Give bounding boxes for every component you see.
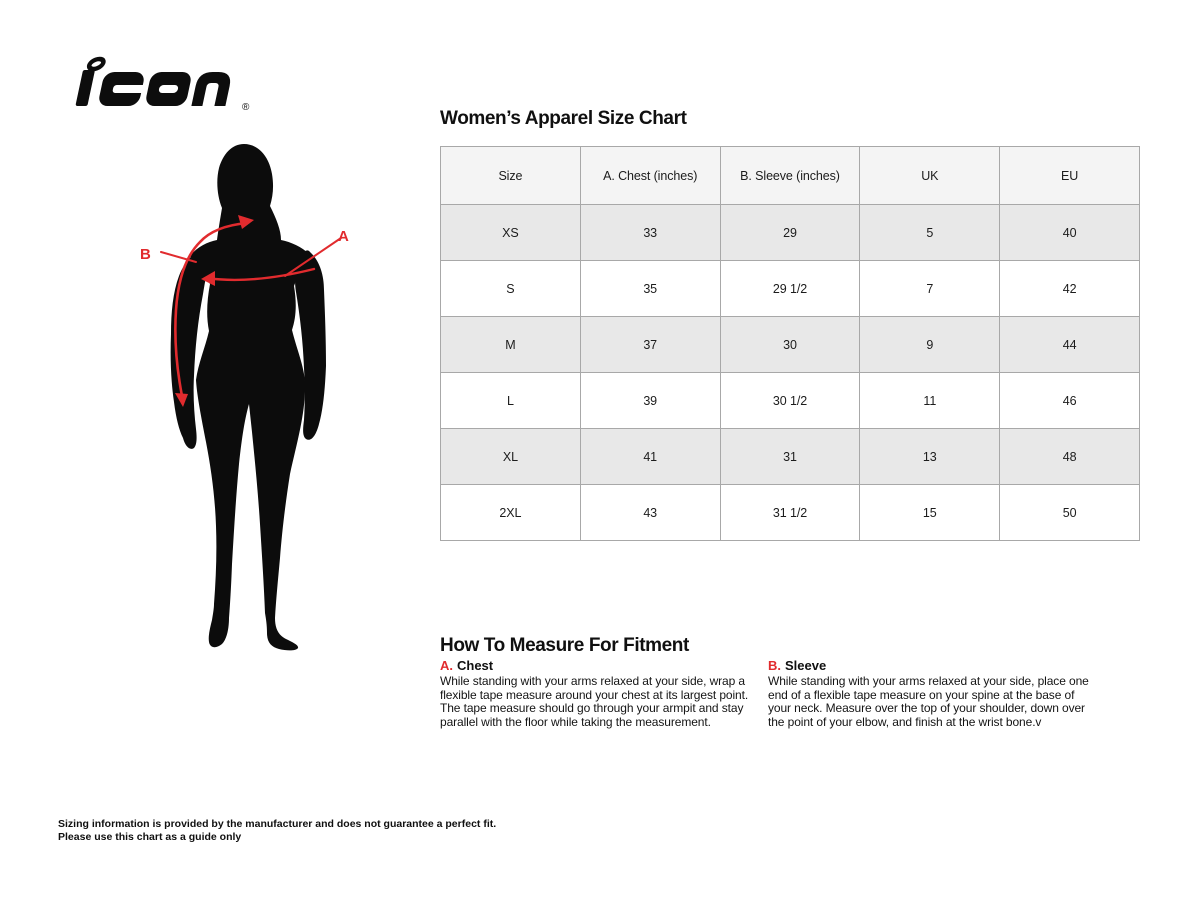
size-cell: 41	[580, 429, 720, 485]
size-cell: M	[441, 317, 581, 373]
table-row	[441, 373, 1140, 429]
size-cell: 39	[580, 373, 720, 429]
sleeve-section-label	[768, 659, 1096, 673]
size-cell: 15	[860, 485, 1000, 541]
size-cell: 9	[860, 317, 1000, 373]
disclaimer-line-2: Please use this chart as a guide only	[58, 831, 242, 843]
header-row	[441, 147, 1140, 205]
size-cell: 43	[580, 485, 720, 541]
measure-guide-title: How To Measure For Fitment	[440, 635, 689, 656]
label-a: A	[338, 228, 349, 245]
registered-mark: ®	[242, 102, 250, 113]
size-cell: 30 1/2	[720, 373, 860, 429]
table-row	[441, 429, 1140, 485]
size-table-header	[441, 147, 1140, 205]
size-cell: 5	[860, 205, 1000, 261]
size-cell: XL	[441, 429, 581, 485]
chest-section-key: A.	[440, 658, 453, 673]
size-cell: 31 1/2	[720, 485, 860, 541]
size-cell: 2XL	[441, 485, 581, 541]
column-header: A. Chest (inches)	[580, 147, 720, 205]
size-cell: 31	[720, 429, 860, 485]
size-cell: 50	[1000, 485, 1140, 541]
disclaimer-line-1: Sizing information is provided by the manufacturer and does not guarantee a perfect fit.	[58, 818, 497, 830]
size-cell: XS	[441, 205, 581, 261]
size-chart-table	[440, 146, 1140, 541]
size-cell: 46	[1000, 373, 1140, 429]
column-header: Size	[441, 147, 581, 205]
size-cell: 44	[1000, 317, 1140, 373]
chest-section-label	[440, 659, 752, 673]
size-cell: 29	[720, 205, 860, 261]
logo-i-dot	[88, 57, 104, 71]
size-cell: L	[441, 373, 581, 429]
size-cell: 48	[1000, 429, 1140, 485]
table-row	[441, 205, 1140, 261]
icon-brand-logo	[56, 56, 256, 114]
column-header: B. Sleeve (inches)	[720, 147, 860, 205]
sleeve-section-name: Sleeve	[785, 658, 827, 673]
size-cell: 13	[860, 429, 1000, 485]
size-cell: 7	[860, 261, 1000, 317]
disclaimer	[58, 818, 496, 844]
table-row	[441, 317, 1140, 373]
column-header: EU	[1000, 147, 1140, 205]
size-cell: 33	[580, 205, 720, 261]
chest-instructions-text: While standing with your arms relaxed at your side, wrap a flexible tape measure around your chest at its largest point. The tape measure should go through your armpit and stay parallel with the floor while taking the measurement.	[440, 674, 749, 729]
table-row	[441, 485, 1140, 541]
logo-letter-i	[75, 70, 95, 106]
size-cell: 30	[720, 317, 860, 373]
size-cell: S	[441, 261, 581, 317]
logo-letter-n	[191, 72, 232, 106]
size-cell: 11	[860, 373, 1000, 429]
sleeve-section-key: B.	[768, 658, 781, 673]
chest-section-name: Chest	[457, 658, 494, 673]
size-cell: 37	[580, 317, 720, 373]
size-table-body	[441, 205, 1140, 541]
size-chart-title: Women’s Apparel Size Chart	[440, 108, 687, 129]
sleeve-instructions	[768, 659, 1096, 729]
chest-instructions	[440, 659, 752, 729]
column-header: UK	[860, 147, 1000, 205]
table-row	[441, 261, 1140, 317]
size-cell: 42	[1000, 261, 1140, 317]
label-b: B	[140, 246, 151, 263]
size-cell: 40	[1000, 205, 1140, 261]
size-cell: 35	[580, 261, 720, 317]
measurement-figure	[120, 128, 400, 678]
sleeve-instructions-text: While standing with your arms relaxed at your side, place one end of a flexible tape measure on your spine at the base of your neck. Measure over the top of your shoulder, down over the point of your elbow, and finish at the wrist bone.v	[768, 674, 1089, 729]
size-cell: 29 1/2	[720, 261, 860, 317]
